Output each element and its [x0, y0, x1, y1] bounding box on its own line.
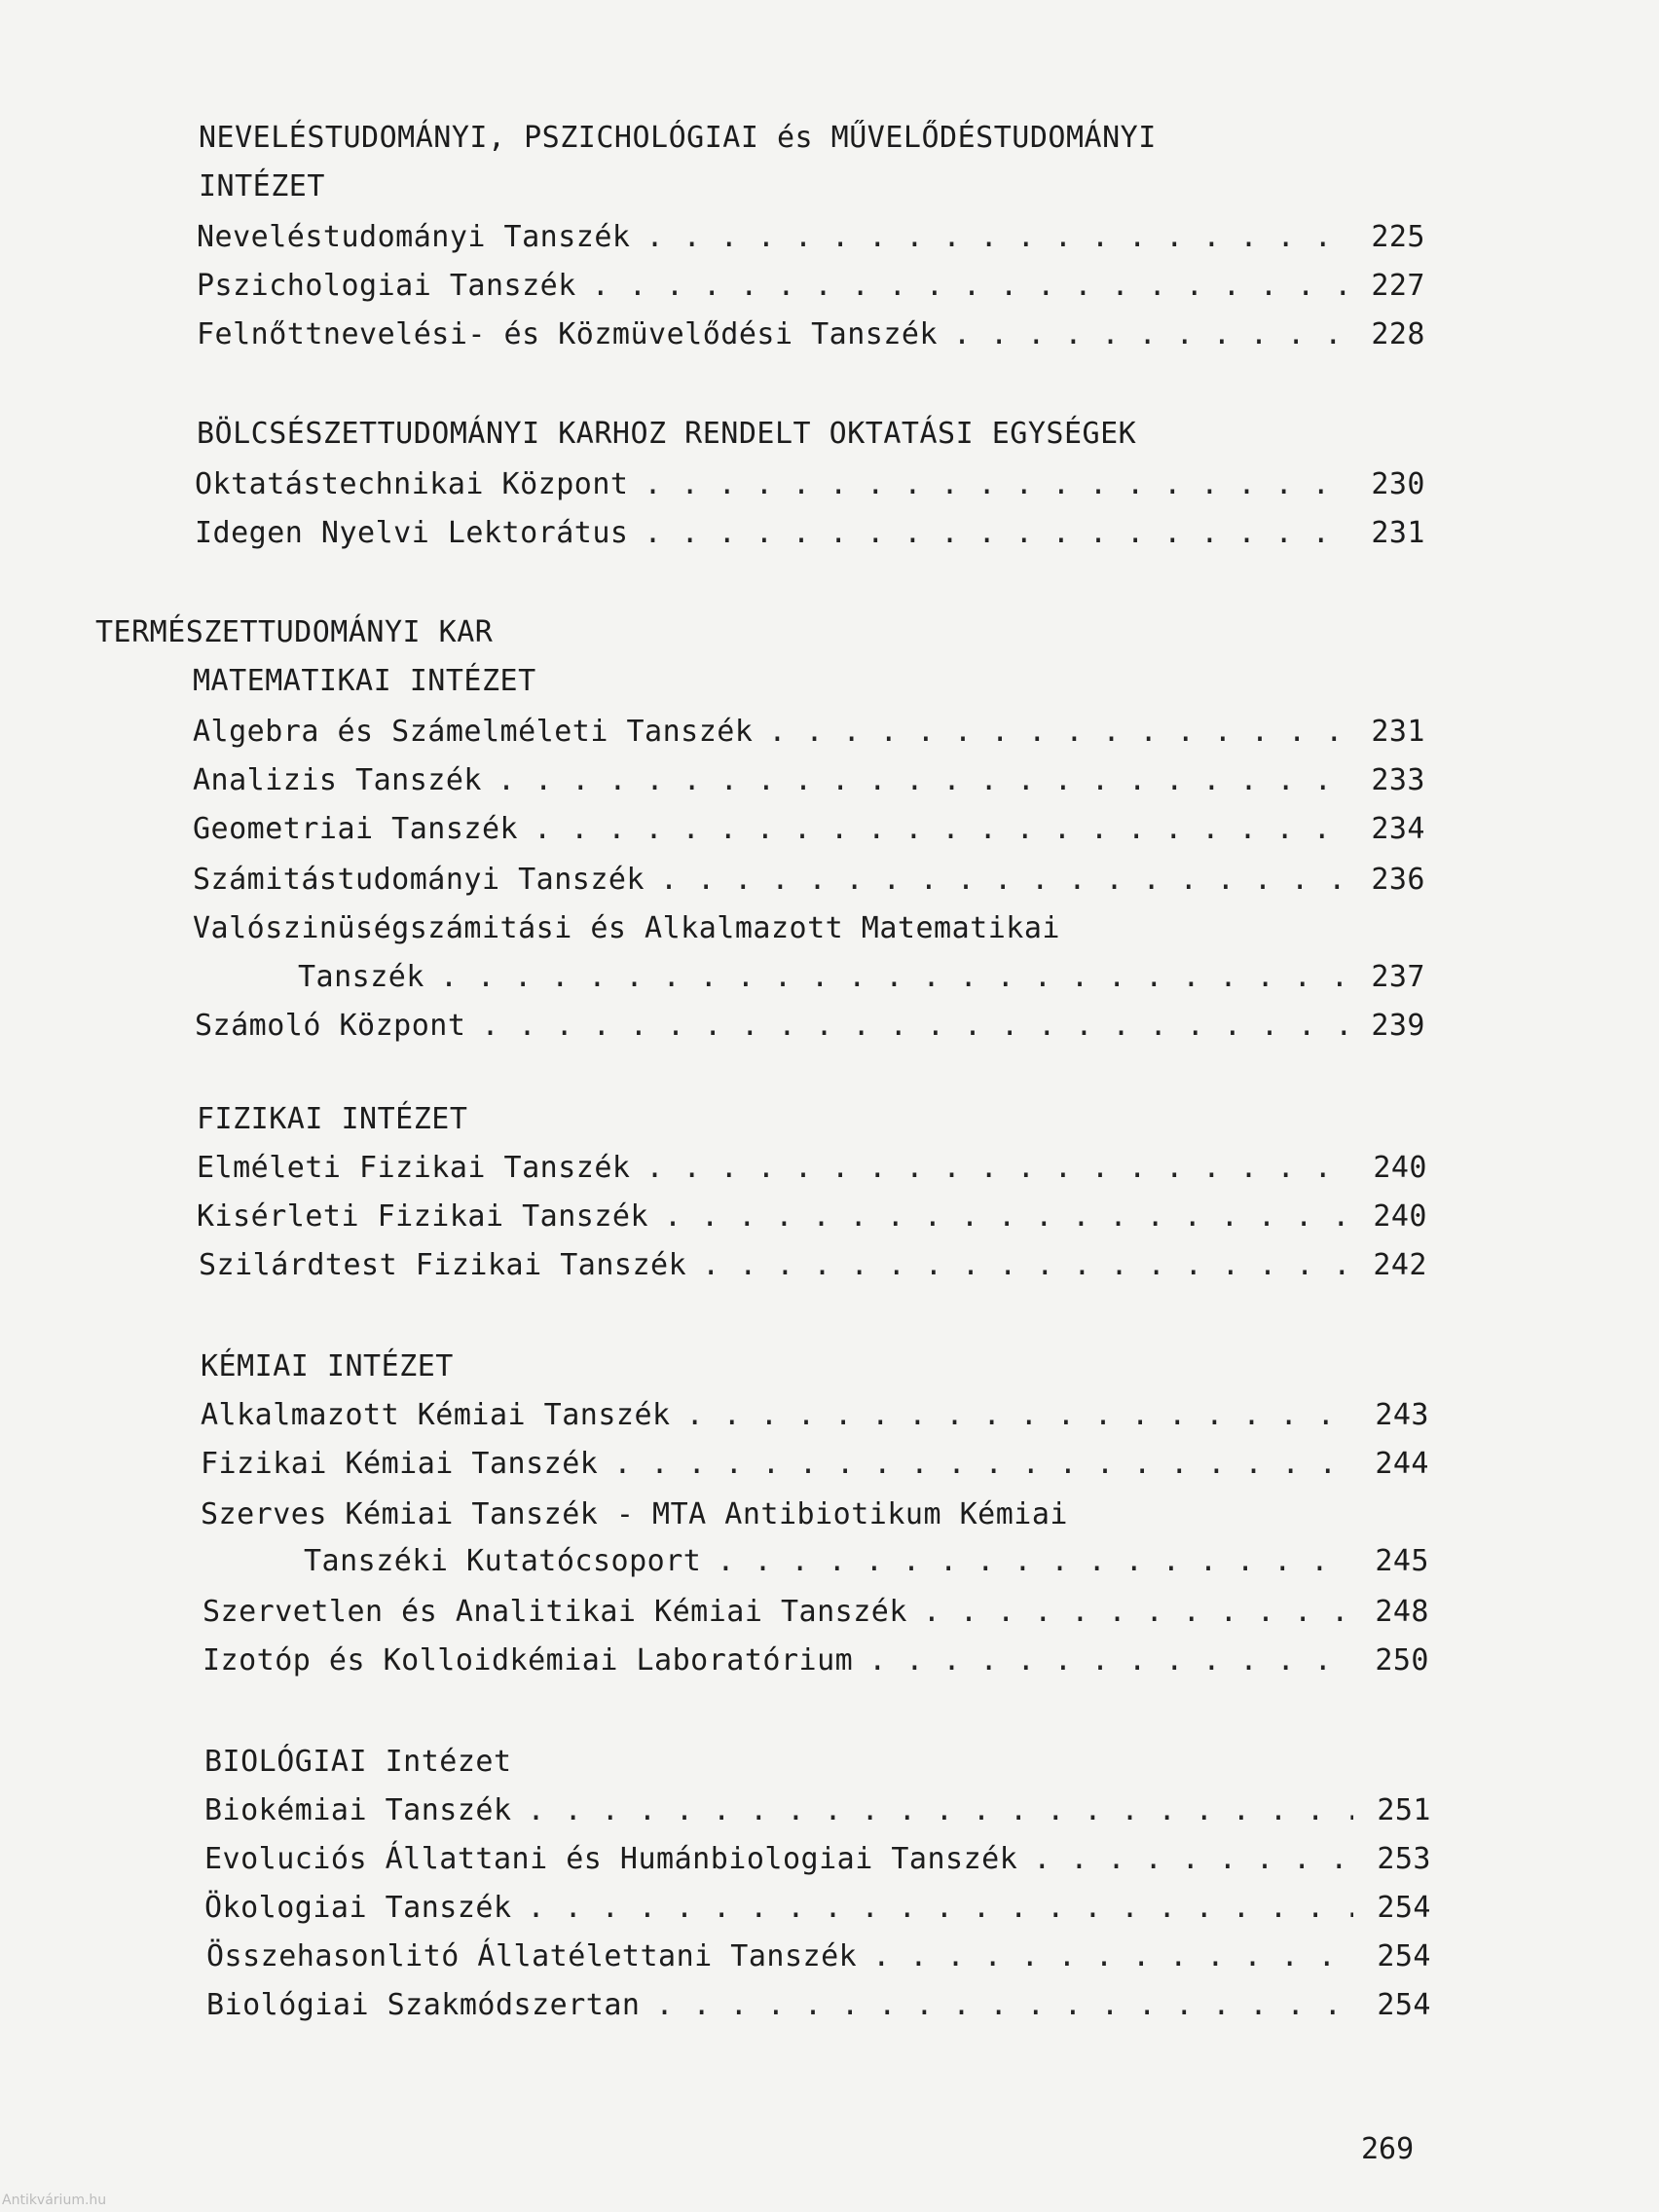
dot-leader	[440, 958, 1347, 997]
section-heading: MATEMATIKAI INTÉZET	[193, 664, 536, 698]
dot-leader	[644, 465, 1347, 504]
entry-title: Oktatástechnikai Központ	[195, 467, 629, 501]
entry-page: 230	[1371, 467, 1425, 501]
toc-entry	[193, 861, 1425, 900]
toc-entry	[204, 1840, 1431, 1879]
entry-title: Szilárdtest Fizikai Tanszék	[199, 1248, 687, 1282]
entry-page: 231	[1371, 715, 1425, 749]
entry-title: Geometriai Tanszék	[193, 812, 519, 846]
entry-title: Analizis Tanszék	[193, 763, 482, 797]
entry-title: Összehasonlitó Állatélettani Tanszék	[206, 1939, 858, 1973]
entry-title: Alkalmazott Kémiai Tanszék	[201, 1398, 671, 1432]
dot-leader	[717, 1542, 1351, 1581]
entry-page: 242	[1373, 1248, 1427, 1282]
entry-title: Számoló Központ	[195, 1009, 466, 1043]
entry-page: 228	[1371, 317, 1425, 351]
toc-entry	[195, 1007, 1425, 1046]
dot-leader	[872, 1937, 1353, 1976]
toc-entry	[195, 465, 1425, 504]
dot-leader	[702, 1246, 1349, 1285]
toc-entry	[199, 1246, 1427, 1285]
entry-title: Szerves Kémiai Tanszék - MTA Antibiotikum Kémiai	[201, 1497, 1068, 1531]
watermark: Antikvárium.hu	[2, 2193, 107, 2208]
toc-entry	[206, 1986, 1431, 2025]
entry-page: 233	[1371, 763, 1425, 797]
toc-entry	[197, 1198, 1427, 1236]
dot-leader	[1033, 1840, 1353, 1879]
dot-leader	[645, 218, 1347, 257]
entry-title: Fizikai Kémiai Tanszék	[201, 1447, 599, 1481]
toc-entry	[298, 958, 1425, 997]
toc-entry	[197, 218, 1425, 257]
section-heading: BÖLCSÉSZETTUDOMÁNYI KARHOZ RENDELT OKTATÁSI EGYSÉGEK	[197, 417, 1137, 451]
entry-title: Pszichologiai Tanszék	[197, 269, 576, 303]
dot-leader	[534, 810, 1347, 849]
toc-entry	[204, 1791, 1431, 1830]
entry-page: 244	[1375, 1447, 1429, 1481]
section-heading: NEVELÉSTUDOMÁNYI, PSZICHOLÓGIAI és MŰVELŐDÉSTUDOMÁNYI	[199, 121, 1157, 155]
dot-leader	[664, 1198, 1349, 1236]
dot-leader	[953, 315, 1347, 354]
entry-page: 251	[1377, 1793, 1431, 1827]
entry-title: Evoluciós Állattani és Humánbiologiai Tanszék	[204, 1842, 1018, 1876]
dot-leader	[644, 514, 1347, 553]
dot-leader	[923, 1593, 1351, 1632]
entry-page: 243	[1375, 1398, 1429, 1432]
dot-leader	[528, 1889, 1353, 1928]
dot-leader	[528, 1791, 1353, 1830]
entry-page: 253	[1377, 1842, 1431, 1876]
dot-leader	[660, 861, 1347, 900]
entry-title: Biokémiai Tanszék	[204, 1793, 512, 1827]
toc-entry	[203, 1641, 1429, 1680]
toc-entry	[304, 1542, 1429, 1581]
dot-leader	[768, 713, 1347, 752]
toc-entry	[197, 1149, 1427, 1188]
toc-entry	[197, 267, 1425, 306]
toc-entry	[204, 1889, 1431, 1928]
dot-leader	[498, 761, 1347, 800]
entry-title: Tanszéki Kutatócsoport	[304, 1544, 702, 1578]
dot-leader	[645, 1149, 1349, 1188]
entry-title: Idegen Nyelvi Lektorátus	[195, 516, 629, 550]
dot-leader	[481, 1007, 1347, 1046]
dot-leader	[655, 1986, 1353, 2025]
entry-title: Kisérleti Fizikai Tanszék	[197, 1199, 649, 1234]
entry-page: 239	[1371, 1009, 1425, 1043]
dot-leader	[868, 1641, 1351, 1680]
dot-leader	[613, 1445, 1351, 1484]
toc-entry	[197, 315, 1425, 354]
page-number: 269	[1361, 2132, 1415, 2166]
section-heading: FIZIKAI INTÉZET	[197, 1102, 468, 1136]
entry-page: 254	[1377, 1988, 1431, 2022]
entry-page: 237	[1371, 960, 1425, 994]
section-heading: KÉMIAI INTÉZET	[201, 1349, 454, 1383]
entry-title: Tanszék	[298, 960, 424, 994]
entry-page: 250	[1375, 1643, 1429, 1677]
entry-title: Neveléstudományi Tanszék	[197, 220, 631, 254]
toc-entry	[193, 713, 1425, 752]
entry-page: 254	[1377, 1891, 1431, 1925]
toc-entry	[201, 1445, 1429, 1484]
toc-entry	[206, 1937, 1431, 1976]
entry-page: 254	[1377, 1939, 1431, 1973]
entry-page: 234	[1371, 812, 1425, 846]
faculty-heading: TERMÉSZETTUDOMÁNYI KAR	[95, 615, 494, 649]
section-heading-cont: INTÉZET	[199, 169, 325, 203]
entry-title: Elméleti Fizikai Tanszék	[197, 1151, 631, 1185]
toc-entry	[195, 514, 1425, 553]
entry-title: Izotóp és Kolloidkémiai Laboratórium	[203, 1643, 854, 1677]
toc-entry	[201, 1396, 1429, 1435]
dot-leader	[592, 267, 1347, 306]
entry-title: Felnőttnevelési- és Közmüvelődési Tanszék	[197, 317, 939, 351]
entry-page: 227	[1371, 269, 1425, 303]
toc-entry	[193, 810, 1425, 849]
entry-page: 236	[1371, 863, 1425, 897]
entry-page: 240	[1373, 1199, 1427, 1234]
entry-page: 248	[1375, 1595, 1429, 1629]
entry-title: Valószinüségszámitási és Alkalmazott Matematikai	[193, 911, 1060, 945]
entry-title: Algebra és Számelméleti Tanszék	[193, 715, 754, 749]
section-heading: BIOLÓGIAI Intézet	[204, 1745, 512, 1779]
entry-title: Számitástudományi Tanszék	[193, 863, 645, 897]
entry-page: 240	[1373, 1151, 1427, 1185]
entry-page: 231	[1371, 516, 1425, 550]
entry-title: Biológiai Szakmódszertan	[206, 1988, 641, 2022]
toc-entry	[193, 761, 1425, 800]
dot-leader	[686, 1396, 1351, 1435]
entry-page: 225	[1371, 220, 1425, 254]
entry-title: Ökologiai Tanszék	[204, 1891, 512, 1925]
toc-entry	[203, 1593, 1429, 1632]
entry-page: 245	[1375, 1544, 1429, 1578]
entry-title: Szervetlen és Analitikai Kémiai Tanszék	[203, 1595, 907, 1629]
